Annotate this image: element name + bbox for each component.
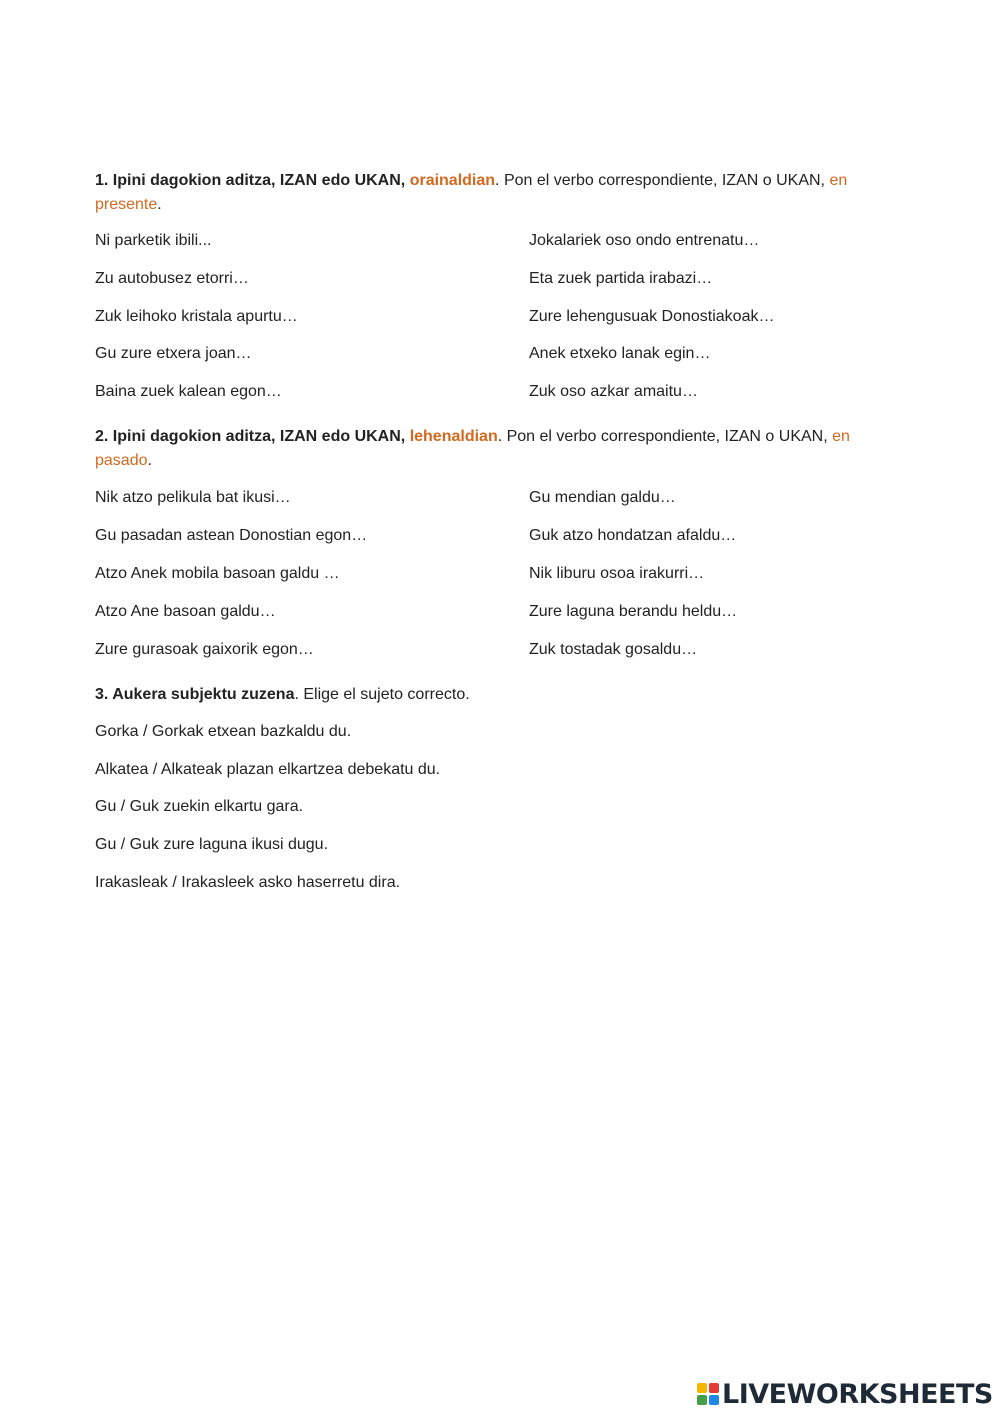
s1-right-item: Zuk oso azkar amaitu… (529, 383, 698, 400)
section1-heading (95, 169, 885, 217)
section2-tense-es: en pasado (95, 428, 850, 469)
s2-right-item: Gu mendian galdu… (529, 489, 676, 506)
s1-left-item: Zuk leihoko kristala apurtu… (95, 308, 298, 325)
s2-left-item: Zure gurasoak gaixorik egon… (95, 641, 314, 658)
section1-title: 1. Ipini dagokion aditza, IZAN edo UKAN, (95, 172, 410, 189)
s1-left-item: Zu autobusez etorri… (95, 270, 249, 287)
logo-square (709, 1395, 719, 1405)
s2-left-item: Atzo Ane basoan galdu… (95, 603, 276, 620)
s2-left-item: Gu pasadan astean Donostian egon… (95, 527, 368, 544)
s2-right-item: Zuk tostadak gosaldu… (529, 641, 698, 658)
s1-right-item: Anek etxeko lanak egin… (529, 345, 711, 362)
section3-title: 3. Aukera subjektu zuzena (95, 686, 295, 703)
section2-instruction: . Pon el verbo correspondiente, IZAN o UKAN, (497, 428, 833, 445)
s1-left-item: Gu zure etxera joan… (95, 345, 252, 362)
s3-item: Gu / Guk zuekin elkartu gara. (95, 798, 304, 815)
liveworksheets-logo (697, 1378, 993, 1410)
section3-heading (95, 683, 885, 707)
logo-square (697, 1395, 707, 1405)
section1-instruction: . Pon el verbo correspondiente, IZAN o UKAN, (495, 172, 830, 189)
section2-title: 2. Ipini dagokion aditza, IZAN edo UKAN, (95, 428, 410, 445)
s2-left-item: Nik atzo pelikula bat ikusi… (95, 489, 291, 506)
s3-item: Alkatea / Alkateak plazan elkartzea debekatu du. (95, 761, 441, 778)
section2-period: . (147, 452, 152, 469)
section2-heading (95, 425, 885, 473)
section1-tense-es: en presente (95, 172, 848, 213)
s1-left-item: Baina zuek kalean egon… (95, 383, 282, 400)
logo-square (697, 1383, 707, 1393)
logo-text: LIVEWORKSHEETS (722, 1378, 993, 1410)
section1-period: . (157, 196, 162, 213)
s3-item: Gu / Guk zure laguna ikusi dugu. (95, 836, 329, 853)
s1-left-item: Ni parketik ibili... (95, 232, 212, 249)
s2-right-item: Zure laguna berandu heldu… (529, 603, 738, 620)
liveworksheets-logo-icon (697, 1383, 719, 1405)
section2-tense: lehenaldian (409, 428, 498, 445)
section1-tense: orainaldian (409, 172, 496, 189)
s2-right-item: Guk atzo hondatzan afaldu… (529, 527, 737, 544)
s3-item: Gorka / Gorkak etxean bazkaldu du. (95, 723, 352, 740)
s2-right-item: Nik liburu osoa irakurri… (529, 565, 705, 582)
s2-left-item: Atzo Anek mobila basoan galdu … (95, 565, 340, 582)
s1-right-item: Eta zuek partida irabazi… (529, 270, 713, 287)
s1-right-item: Zure lehengusuak Donostiakoak… (529, 308, 775, 325)
section3-instruction: . Elige el sujeto correcto. (294, 686, 470, 703)
s1-right-item: Jokalariek oso ondo entrenatu… (529, 232, 760, 249)
logo-square (709, 1383, 719, 1393)
s3-item: Irakasleak / Irakasleek asko haserretu dira. (95, 874, 401, 891)
